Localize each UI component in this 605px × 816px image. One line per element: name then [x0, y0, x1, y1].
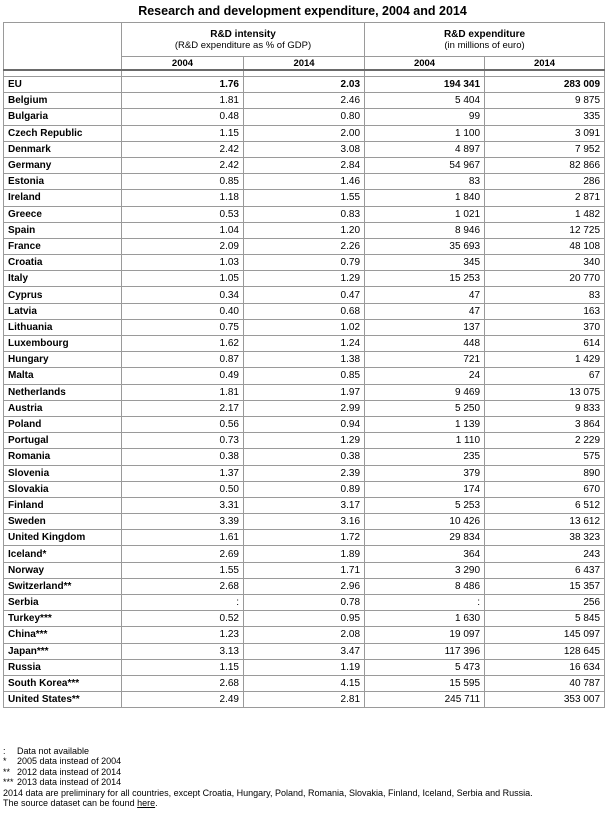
cell-intensity-2004: 0.52 [122, 611, 244, 627]
cell-intensity-2014: 1.38 [244, 352, 365, 368]
cell-intensity-2014: 0.80 [244, 109, 365, 125]
cell-expenditure-2014: 5 845 [485, 611, 605, 627]
cell-country: Romania [4, 449, 122, 465]
cell-country: China*** [4, 627, 122, 643]
cell-expenditure-2004: 379 [365, 465, 485, 481]
table-row [4, 497, 605, 513]
cell-expenditure-2014: 9 833 [485, 400, 605, 416]
cell-country: Estonia [4, 174, 122, 190]
cell-intensity-2014: 4.15 [244, 675, 365, 691]
cell-expenditure-2014: 614 [485, 336, 605, 352]
table-row [4, 433, 605, 449]
cell-intensity-2004: 3.13 [122, 643, 244, 659]
footnote-item [3, 777, 603, 787]
cell-intensity-2004: 1.04 [122, 222, 244, 238]
cell-expenditure-2004: 1 139 [365, 416, 485, 432]
cell-country: Malta [4, 368, 122, 384]
cell-expenditure-2014: 340 [485, 255, 605, 271]
cell-expenditure-2014: 6 437 [485, 562, 605, 578]
cell-intensity-2004: 0.53 [122, 206, 244, 222]
cell-intensity-2004: 1.61 [122, 530, 244, 546]
cell-intensity-2014: 1.71 [244, 562, 365, 578]
table-row [4, 481, 605, 497]
cell-intensity-2014: 1.72 [244, 530, 365, 546]
cell-intensity-2004: 1.37 [122, 465, 244, 481]
cell-expenditure-2014: 163 [485, 303, 605, 319]
cell-intensity-2014: 1.97 [244, 384, 365, 400]
cell-expenditure-2004: 448 [365, 336, 485, 352]
cell-expenditure-2004: 345 [365, 255, 485, 271]
cell-intensity-2014: 0.68 [244, 303, 365, 319]
cell-expenditure-2004: 54 967 [365, 157, 485, 173]
cell-country: Germany [4, 157, 122, 173]
source-note [3, 798, 603, 808]
cell-expenditure-2014: 3 864 [485, 416, 605, 432]
cell-expenditure-2014: 20 770 [485, 271, 605, 287]
cell-expenditure-2014: 256 [485, 595, 605, 611]
table-row [4, 384, 605, 400]
cell-expenditure-2004: 137 [365, 319, 485, 335]
cell-expenditure-2014: 82 866 [485, 157, 605, 173]
cell-intensity-2004: 2.69 [122, 546, 244, 562]
cell-intensity-2004: 0.40 [122, 303, 244, 319]
header-intensity-2004: 2004 [122, 57, 244, 71]
cell-expenditure-2014: 83 [485, 287, 605, 303]
header-rd-intensity [122, 23, 365, 57]
cell-country: Sweden [4, 514, 122, 530]
cell-intensity-2004: 3.31 [122, 497, 244, 513]
cell-expenditure-2014: 370 [485, 319, 605, 335]
footnote-text: Data not available [17, 746, 90, 756]
cell-intensity-2004: 1.76 [122, 77, 244, 93]
cell-country: Hungary [4, 352, 122, 368]
cell-country: Lithuania [4, 319, 122, 335]
source-suffix: . [155, 798, 158, 809]
cell-expenditure-2014: 286 [485, 174, 605, 190]
cell-expenditure-2004: 10 426 [365, 514, 485, 530]
cell-country: Slovenia [4, 465, 122, 481]
table-row [4, 659, 605, 675]
header-blank-cell [4, 23, 122, 71]
cell-intensity-2014: 2.03 [244, 77, 365, 93]
cell-intensity-2014: 0.38 [244, 449, 365, 465]
cell-expenditure-2004: 245 711 [365, 692, 485, 708]
cell-intensity-2014: 0.47 [244, 287, 365, 303]
cell-intensity-2004: 0.85 [122, 174, 244, 190]
cell-intensity-2004: 2.68 [122, 675, 244, 691]
table-row [4, 562, 605, 578]
cell-country: Czech Republic [4, 125, 122, 141]
cell-expenditure-2014: 335 [485, 109, 605, 125]
table-row [4, 546, 605, 562]
cell-expenditure-2004: 15 253 [365, 271, 485, 287]
cell-expenditure-2004: 1 840 [365, 190, 485, 206]
cell-intensity-2014: 2.00 [244, 125, 365, 141]
cell-intensity-2004: 1.55 [122, 562, 244, 578]
table-row [4, 611, 605, 627]
cell-expenditure-2004: 24 [365, 368, 485, 384]
cell-expenditure-2014: 283 009 [485, 77, 605, 93]
cell-country: Japan*** [4, 643, 122, 659]
cell-expenditure-2014: 145 097 [485, 627, 605, 643]
cell-intensity-2004: 1.15 [122, 659, 244, 675]
cell-expenditure-2004: 1 630 [365, 611, 485, 627]
table-row [4, 400, 605, 416]
cell-expenditure-2014: 1 482 [485, 206, 605, 222]
cell-expenditure-2014: 3 091 [485, 125, 605, 141]
table-row [4, 675, 605, 691]
cell-expenditure-2004: 9 469 [365, 384, 485, 400]
cell-expenditure-2014: 67 [485, 368, 605, 384]
cell-expenditure-2004: 19 097 [365, 627, 485, 643]
cell-expenditure-2004: 8 946 [365, 222, 485, 238]
cell-intensity-2004: 0.56 [122, 416, 244, 432]
cell-intensity-2004: 1.15 [122, 125, 244, 141]
cell-intensity-2014: 0.89 [244, 481, 365, 497]
source-prefix: The source dataset can be found [3, 798, 138, 809]
cell-country: Bulgaria [4, 109, 122, 125]
table-row [4, 141, 605, 157]
table-row [4, 109, 605, 125]
table-row [4, 578, 605, 594]
cell-country: Turkey*** [4, 611, 122, 627]
header-rd-intensity-sub: (R&D expenditure as % of GDP) [174, 39, 312, 51]
footnote-symbol: *** [3, 777, 14, 788]
cell-intensity-2014: 2.84 [244, 157, 365, 173]
table-row [4, 157, 605, 173]
cell-expenditure-2004: 47 [365, 287, 485, 303]
cell-expenditure-2014: 7 952 [485, 141, 605, 157]
note-preliminary: 2014 data are preliminary for all countries, except Croatia, Hungary, Poland, Romania, Slovakia, Finland, Iceland, Serbia and Russia. [3, 787, 533, 798]
cell-expenditure-2004: 117 396 [365, 643, 485, 659]
cell-intensity-2004: 2.49 [122, 692, 244, 708]
cell-intensity-2014: 2.99 [244, 400, 365, 416]
table-row [4, 125, 605, 141]
cell-expenditure-2014: 12 725 [485, 222, 605, 238]
cell-expenditure-2004: 29 834 [365, 530, 485, 546]
cell-country: Luxembourg [4, 336, 122, 352]
cell-intensity-2014: 0.85 [244, 368, 365, 384]
footnote-symbol: : [3, 746, 6, 756]
table-row [4, 530, 605, 546]
cell-intensity-2014: 0.83 [244, 206, 365, 222]
cell-intensity-2004: 3.39 [122, 514, 244, 530]
cell-intensity-2014: 1.24 [244, 336, 365, 352]
cell-country: Netherlands [4, 384, 122, 400]
cell-intensity-2014: 1.02 [244, 319, 365, 335]
cell-intensity-2004: 2.68 [122, 578, 244, 594]
cell-intensity-2014: 2.39 [244, 465, 365, 481]
source-link[interactable]: here [137, 798, 156, 809]
cell-expenditure-2014: 48 108 [485, 238, 605, 254]
cell-intensity-2004: 0.87 [122, 352, 244, 368]
cell-country: Belgium [4, 93, 122, 109]
cell-expenditure-2004: 364 [365, 546, 485, 562]
cell-intensity-2014: 2.46 [244, 93, 365, 109]
cell-intensity-2014: 3.08 [244, 141, 365, 157]
footnote-list [3, 746, 603, 788]
header-expenditure-2004: 2004 [365, 57, 485, 71]
cell-intensity-2014: 3.17 [244, 497, 365, 513]
cell-country: Norway [4, 562, 122, 578]
cell-expenditure-2004: 3 290 [365, 562, 485, 578]
footnote-item [3, 767, 603, 777]
cell-intensity-2014: 1.29 [244, 433, 365, 449]
cell-intensity-2014: 1.46 [244, 174, 365, 190]
cell-intensity-2004: 0.34 [122, 287, 244, 303]
cell-country: Serbia [4, 595, 122, 611]
cell-expenditure-2014: 16 634 [485, 659, 605, 675]
cell-country: Austria [4, 400, 122, 416]
table-row [4, 643, 605, 659]
cell-intensity-2004: 2.09 [122, 238, 244, 254]
cell-country: EU [4, 77, 122, 93]
header-row-groups [4, 23, 605, 57]
cell-expenditure-2004: 35 693 [365, 238, 485, 254]
cell-expenditure-2004: 47 [365, 303, 485, 319]
cell-expenditure-2014: 13 075 [485, 384, 605, 400]
cell-intensity-2014: 2.81 [244, 692, 365, 708]
header-expenditure-2014: 2014 [485, 57, 605, 71]
table-row [4, 271, 605, 287]
cell-expenditure-2004: 721 [365, 352, 485, 368]
cell-expenditure-2004: 1 100 [365, 125, 485, 141]
table-row [4, 93, 605, 109]
cell-country: Russia [4, 659, 122, 675]
cell-intensity-2014: 1.19 [244, 659, 365, 675]
table-row [4, 319, 605, 335]
cell-intensity-2014: 3.16 [244, 514, 365, 530]
cell-expenditure-2004: : [365, 595, 485, 611]
cell-expenditure-2014: 40 787 [485, 675, 605, 691]
footnote-symbol: ** [3, 766, 11, 777]
cell-expenditure-2014: 1 429 [485, 352, 605, 368]
cell-intensity-2014: 0.78 [244, 595, 365, 611]
table-row [4, 303, 605, 319]
table-row [4, 627, 605, 643]
cell-expenditure-2004: 4 897 [365, 141, 485, 157]
table-row [4, 336, 605, 352]
cell-expenditure-2004: 5 473 [365, 659, 485, 675]
table-row [4, 465, 605, 481]
footnotes [3, 746, 603, 808]
cell-expenditure-2014: 9 875 [485, 93, 605, 109]
footnote-text: 2013 data instead of 2014 [17, 777, 122, 788]
cell-intensity-2014: 1.20 [244, 222, 365, 238]
cell-country: United States** [4, 692, 122, 708]
cell-country: Cyprus [4, 287, 122, 303]
footnote-item [3, 746, 603, 756]
cell-expenditure-2004: 194 341 [365, 77, 485, 93]
header-intensity-2014: 2014 [244, 57, 365, 71]
cell-expenditure-2014: 890 [485, 465, 605, 481]
cell-expenditure-2014: 353 007 [485, 692, 605, 708]
cell-expenditure-2004: 5 404 [365, 93, 485, 109]
table-row [4, 190, 605, 206]
cell-intensity-2014: 3.47 [244, 643, 365, 659]
cell-country: Italy [4, 271, 122, 287]
table-row [4, 692, 605, 708]
cell-country: Switzerland** [4, 578, 122, 594]
header-rd-expenditure [365, 23, 605, 57]
table-row [4, 238, 605, 254]
cell-intensity-2004: 2.17 [122, 400, 244, 416]
cell-country: Spain [4, 222, 122, 238]
cell-expenditure-2014: 2 229 [485, 433, 605, 449]
cell-intensity-2004: : [122, 595, 244, 611]
cell-intensity-2004: 1.05 [122, 271, 244, 287]
table-title: Research and development expenditure, 2004 and 2014 [138, 4, 467, 18]
footnote-symbol: * [3, 756, 7, 767]
cell-country: Portugal [4, 433, 122, 449]
cell-intensity-2004: 0.50 [122, 481, 244, 497]
cell-intensity-2014: 1.55 [244, 190, 365, 206]
table-row [4, 449, 605, 465]
table-row [4, 595, 605, 611]
cell-intensity-2004: 1.03 [122, 255, 244, 271]
cell-expenditure-2004: 1 110 [365, 433, 485, 449]
cell-intensity-2014: 1.29 [244, 271, 365, 287]
table-row [4, 222, 605, 238]
cell-expenditure-2014: 38 323 [485, 530, 605, 546]
cell-intensity-2014: 0.79 [244, 255, 365, 271]
cell-expenditure-2004: 83 [365, 174, 485, 190]
table-row [4, 352, 605, 368]
cell-intensity-2004: 0.75 [122, 319, 244, 335]
cell-expenditure-2004: 99 [365, 109, 485, 125]
cell-intensity-2004: 2.42 [122, 141, 244, 157]
table-row [4, 514, 605, 530]
footnote-text: 2012 data instead of 2014 [17, 766, 122, 777]
cell-expenditure-2014: 128 645 [485, 643, 605, 659]
cell-country: Ireland [4, 190, 122, 206]
cell-intensity-2014: 2.96 [244, 578, 365, 594]
footnote-text: 2005 data instead of 2004 [17, 756, 122, 767]
header-rd-intensity-title: R&D intensity [210, 28, 276, 40]
cell-intensity-2004: 1.81 [122, 384, 244, 400]
cell-intensity-2004: 1.62 [122, 336, 244, 352]
cell-expenditure-2004: 5 253 [365, 497, 485, 513]
table-row [4, 368, 605, 384]
cell-expenditure-2014: 15 357 [485, 578, 605, 594]
cell-country: United Kingdom [4, 530, 122, 546]
cell-intensity-2004: 0.49 [122, 368, 244, 384]
cell-expenditure-2004: 8 486 [365, 578, 485, 594]
cell-country: Greece [4, 206, 122, 222]
header-rd-expenditure-sub: (in millions of euro) [444, 39, 525, 51]
cell-country: South Korea*** [4, 675, 122, 691]
cell-country: Croatia [4, 255, 122, 271]
cell-country: Iceland* [4, 546, 122, 562]
cell-intensity-2014: 0.95 [244, 611, 365, 627]
rd-table [3, 22, 605, 708]
table-row-eu [4, 77, 605, 93]
cell-expenditure-2014: 575 [485, 449, 605, 465]
table-row [4, 174, 605, 190]
cell-expenditure-2014: 243 [485, 546, 605, 562]
cell-intensity-2004: 1.23 [122, 627, 244, 643]
cell-expenditure-2004: 174 [365, 481, 485, 497]
cell-intensity-2004: 2.42 [122, 157, 244, 173]
cell-expenditure-2004: 235 [365, 449, 485, 465]
cell-intensity-2004: 0.73 [122, 433, 244, 449]
cell-intensity-2014: 1.89 [244, 546, 365, 562]
cell-expenditure-2014: 2 871 [485, 190, 605, 206]
cell-country: France [4, 238, 122, 254]
cell-country: Poland [4, 416, 122, 432]
cell-expenditure-2014: 13 612 [485, 514, 605, 530]
footnote-item [3, 756, 603, 766]
cell-intensity-2004: 1.18 [122, 190, 244, 206]
cell-expenditure-2014: 6 512 [485, 497, 605, 513]
cell-country: Slovakia [4, 481, 122, 497]
cell-expenditure-2014: 670 [485, 481, 605, 497]
table-row [4, 416, 605, 432]
table-row [4, 206, 605, 222]
cell-intensity-2004: 0.48 [122, 109, 244, 125]
cell-country: Finland [4, 497, 122, 513]
cell-intensity-2004: 1.81 [122, 93, 244, 109]
cell-expenditure-2004: 1 021 [365, 206, 485, 222]
cell-country: Latvia [4, 303, 122, 319]
cell-country: Denmark [4, 141, 122, 157]
table-body [4, 70, 605, 708]
cell-expenditure-2004: 5 250 [365, 400, 485, 416]
cell-intensity-2014: 2.08 [244, 627, 365, 643]
cell-expenditure-2004: 15 595 [365, 675, 485, 691]
cell-intensity-2004: 0.38 [122, 449, 244, 465]
cell-intensity-2014: 2.26 [244, 238, 365, 254]
header-rd-expenditure-title: R&D expenditure [443, 28, 526, 40]
table-row [4, 287, 605, 303]
table-row [4, 255, 605, 271]
cell-intensity-2014: 0.94 [244, 416, 365, 432]
